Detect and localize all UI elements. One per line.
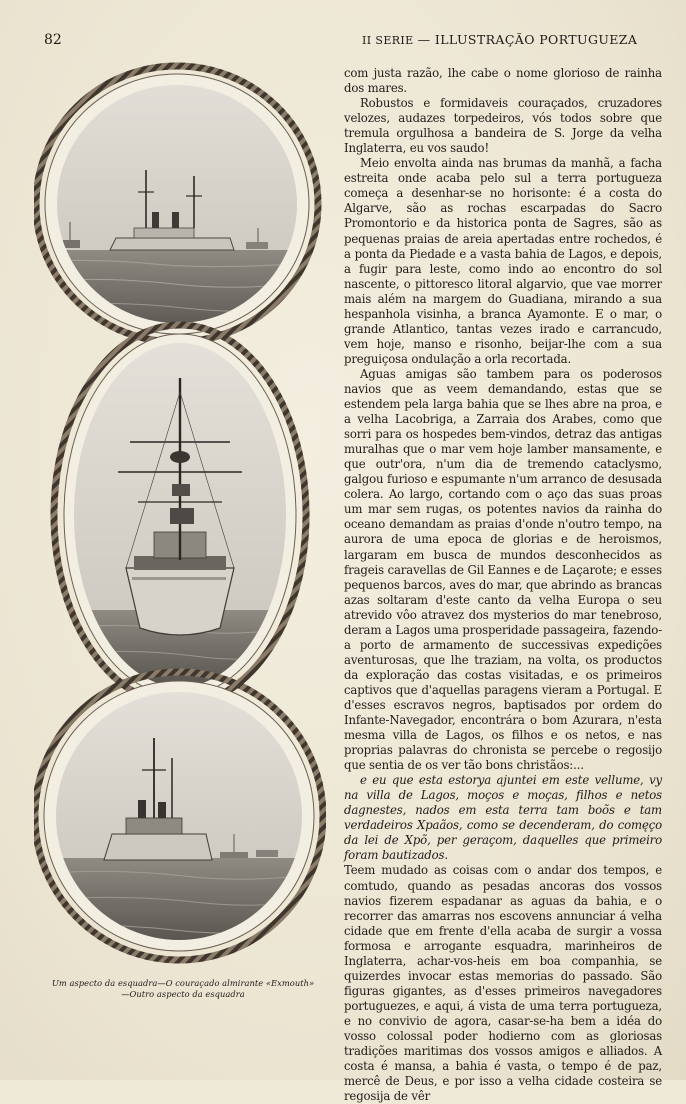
article-paragraph: Meio envolta ainda nas brumas da manhã, a facha estreita onde acaba pelo sul a terra portugueza começa a desenhar-se no horisonte: é a costa do Algarve, são as rochas escarpadas do Sacro Promontorio e da historica ponta de Sagres, são as pequenas praias de areia apertadas entre rochedos, é a ponta da Piedade e a vasta bahia de Lagos, e depois, a fugir para leste, como indo ao encontro do sol nascente, o pittoresco litoral algarvio, que vae morrer mais além na margem do Guadiana, mirando a sua hespanhola visinha, a branca Ayamonte. E o mar, o grande Atlantico, tantas vezes irado e carrancudo, vem hoje, manso e risonho, beijar-lhe com a sua preguiçosa ondulação a orla recortada. [344, 156, 662, 366]
series-label: II SERIE [362, 34, 414, 47]
caption-line-1: Um aspecto da esquadra—O couraçado almirante «Exmouth» [51, 978, 315, 988]
running-header [362, 32, 637, 47]
article-paragraph: com justa razão, lhe cabe o nome glorioso de rainha dos mares. [344, 66, 662, 96]
article-paragraph: Aguas amigas são tambem para os poderosos navios que as veem demandando, estas que se estendem pela larga bahia que se lhes abre na proa, e a velha Lacobriga, a Zarraia dos Arabes, como que sorri para os hospedes bem-vindos, detraz das antigas muralhas que o mar vem hoje lamber mansamente, e que outr'ora, n'um dia de tremendo cataclysmo, galgou furioso e espumante n'um arranco de desusada colera. Ao largo, cortando com o aço das suas proas um mar sem rugas, os potentes navios da rainha do oceano demandam as praias d'onde n'outro tempo, na aurora de uma epoca de glorias e de heroismos, largaram em busca de mundos desconhecidos as frageis caravellas de Gil Eannes e de Laçarote; e esses pequenos barcos, aves do mar, que abrindo as brancas azas soltaram d'este canto da velha Europa o seu atrevido vôo atravez dos mysterios do mar tenebroso, deram a Lagos uma prosperidade passageira, fazendo-a porto de armamento de successivas expedições aventurosas, que lhe traziam, na volta, os productos da exploração das costas visitadas, e os primeiros captivos que d'aquellas paragens vieram a Portugal. E d'esses escravos negros, baptisados por ordem do Infante-Navegador, encontrára o bom Azurara, n'esta mesma villa de Lagos, os filhos e os netos, e nas proprias palavras do chronista se percebe o regosijo que sentia de os ver tão bons christãos:... [344, 366, 662, 773]
photo-another-squadron-aspect [34, 672, 326, 960]
publication-title: — ILLUSTRAÇÃO PORTUGUEZA [417, 32, 638, 47]
photo-squadron-aspect [34, 62, 326, 350]
page-number: 82 [44, 32, 62, 48]
photo-column [34, 62, 326, 972]
article-paragraph-closing: Teem mudado as coisas com o andar dos tempos, e comtudo, quando as pesadas ancoras dos vossos navios fizerem espadanar as aguas da bahia, e o recorrer das amarras nos escovens annunciar á velha cidade que em frente d'ella acaba de surgir a vossa formosa e arrogante esquadra, marinheiros de Inglaterra, achar-vos-heis em boa companhia, se quizerdes invocar estas memorias do passado. São figuras gigantes, as d'esses primeiros navegadores portuguezes, e aqui, á vista de uma terra portugueza, e no convivio de agora, casar-se-ha bem a idéa do vosso colossal poder hodierno com as gloriosas tradições maritimas dos vossos amigos e alliados. A costa é mansa, a bahia é vasta, o tempo é de paz, mercê de Deus, e por isso a velha cidade costeira se regosija de vêr [344, 863, 662, 1104]
photo-exmouth-battleship [34, 325, 326, 705]
photo-caption [40, 978, 326, 999]
azurara-quote: e eu que esta estorya ajuntei em este vellume, vy na villa de Lagos, moços e moças, filhos e netos dagnestes, nados em esta terra tam boõs e tam verdadeiros Xpaãos, como se decenderam, do comęço da lei de Xpõ, per geraçom, daquelles que primeiro foram bautizados. [344, 773, 662, 863]
caption-line-2: —Outro aspecto da esquadra [121, 988, 245, 999]
article-paragraph: Robustos e formidaveis couraçados, cruzadores velozes, audazes torpedeiros, vós todos sobre que tremula orgulhosa a bandeira de S. Jorge da velha Inglaterra, eu vos saudo! [344, 96, 662, 156]
article-column [344, 66, 662, 1104]
